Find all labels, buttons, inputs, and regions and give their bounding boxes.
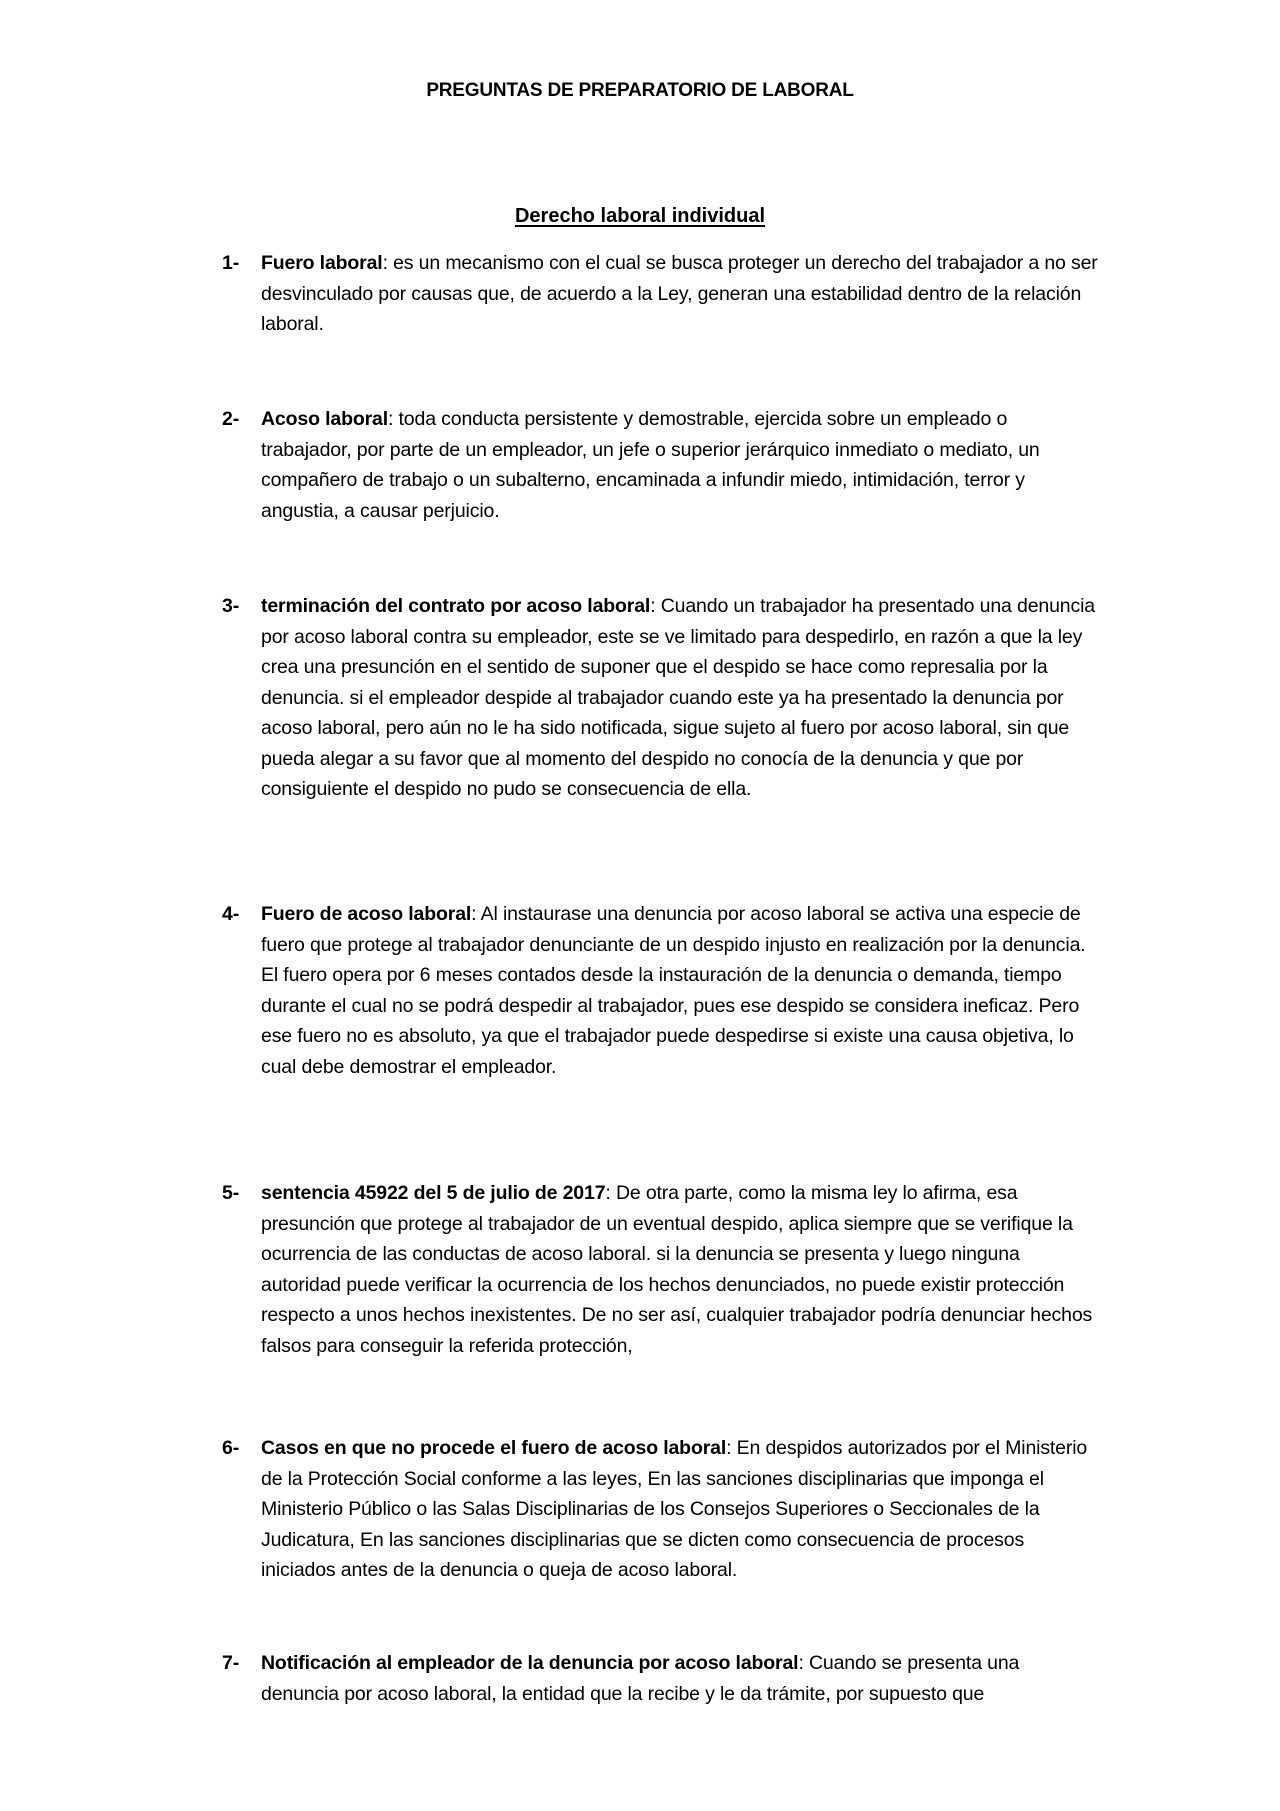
item-text: : Al instaurase una denuncia por acoso laboral se activa una especie de fuero que protege al trabajador denunciante de un despido injusto en realización por la denuncia. El fuero opera por 6 meses contados desde la instauración de la denuncia o demanda, tiempo durante el cual no se podrá despedir al trabajador, pues ese despido se considera ineficaz. Pero ese fuero no es absoluto, ya que el trabajador puede despedirse si existe una causa objetiva, lo cual debe demostrar el empleador. — [261, 903, 1086, 1078]
list-item — [222, 404, 1102, 526]
item-number: 1- — [222, 252, 240, 274]
item-number: 3- — [222, 595, 240, 617]
item-text: : En despidos autorizados por el Ministerio de la Protección Social conforme a las leyes, En las sanciones disciplinarias que imponga el Ministerio Público o las Salas Disciplinarias de los Consejos Superiores o Seccionales de la Judicatura, En las sanciones disciplinarias que se dicten como consecuencia de procesos iniciados antes de la denuncia o queja de acoso laboral. — [261, 1437, 1088, 1581]
item-body — [261, 1648, 1102, 1709]
item-term: Notificación al empleador de la denuncia por acoso laboral — [261, 1652, 799, 1674]
list-item — [222, 1178, 1102, 1361]
item-body — [261, 1178, 1102, 1361]
item-body — [261, 591, 1102, 805]
item-body — [261, 248, 1102, 340]
item-text: : Cuando un trabajador ha presentado una denuncia por acoso laboral contra su empleador, este se ve limitado para despedirlo, en razón a que la ley crea una presunción en el sentido de suponer que el despido se hace como represalia por la denuncia. si el empleador despide al trabajador cuando este ya ha presentado la denuncia por acoso laboral, pero aún no le ha sido notificada, sigue sujeto al fuero por acoso laboral, sin que pueda alegar a su favor que al momento del despido no conocía de la denuncia y que por consiguiente el despido no pudo se consecuencia de ella. — [261, 595, 1095, 800]
item-term: Fuero laboral — [261, 252, 383, 274]
list-item — [222, 591, 1102, 805]
section-heading: Derecho laboral individual — [514, 205, 766, 227]
item-term: terminación del contrato por acoso laboral — [261, 595, 651, 617]
item-text: : es un mecanismo con el cual se busca proteger un derecho del trabajador a no ser desvinculado por causas que, de acuerdo a la Ley, generan una estabilidad dentro de la relación laboral. — [261, 252, 1098, 335]
item-term: sentencia 45922 del 5 de julio de 2017 — [261, 1182, 606, 1204]
item-number: 6- — [222, 1437, 240, 1459]
item-number: 5- — [222, 1182, 240, 1204]
item-body — [261, 899, 1102, 1082]
item-text: : toda conducta persistente y demostrable, ejercida sobre un empleado o trabajador, por parte de un empleador, un jefe o superior jerárquico inmediato o mediato, un compañero de trabajo o un subalterno, encaminada a infundir miedo, intimidación, terror y angustia, a causar perjuicio. — [261, 408, 1040, 522]
item-number: 7- — [222, 1652, 240, 1674]
item-term: Acoso laboral — [261, 408, 388, 430]
list-item — [222, 1648, 1102, 1709]
list-item — [222, 899, 1102, 1082]
item-text: : De otra parte, como la misma ley lo afirma, esa presunción que protege al trabajador de un eventual despido, aplica siempre que se verifique la ocurrencia de las conductas de acoso laboral. si la denuncia se presenta y luego ninguna autoridad puede verificar la ocurrencia de los hechos denunciados, no puede existir protección respecto a unos hechos inexistentes. De no ser así, cualquier trabajador podría denunciar hechos falsos para conseguir la referida protección, — [261, 1182, 1093, 1357]
document-title: PREGUNTAS DE PREPARATORIO DE LABORAL — [426, 80, 854, 101]
item-text: : Cuando se presenta una denuncia por acoso laboral, la entidad que la recibe y le da trámite, por supuesto que — [261, 1652, 1020, 1705]
list-item — [222, 248, 1102, 340]
item-term: Fuero de acoso laboral — [261, 903, 472, 925]
item-number: 4- — [222, 903, 240, 925]
list-item — [222, 1433, 1102, 1586]
item-body — [261, 404, 1102, 526]
item-body — [261, 1433, 1102, 1586]
item-term: Casos en que no procede el fuero de acoso laboral — [261, 1437, 727, 1459]
item-number: 2- — [222, 408, 240, 430]
